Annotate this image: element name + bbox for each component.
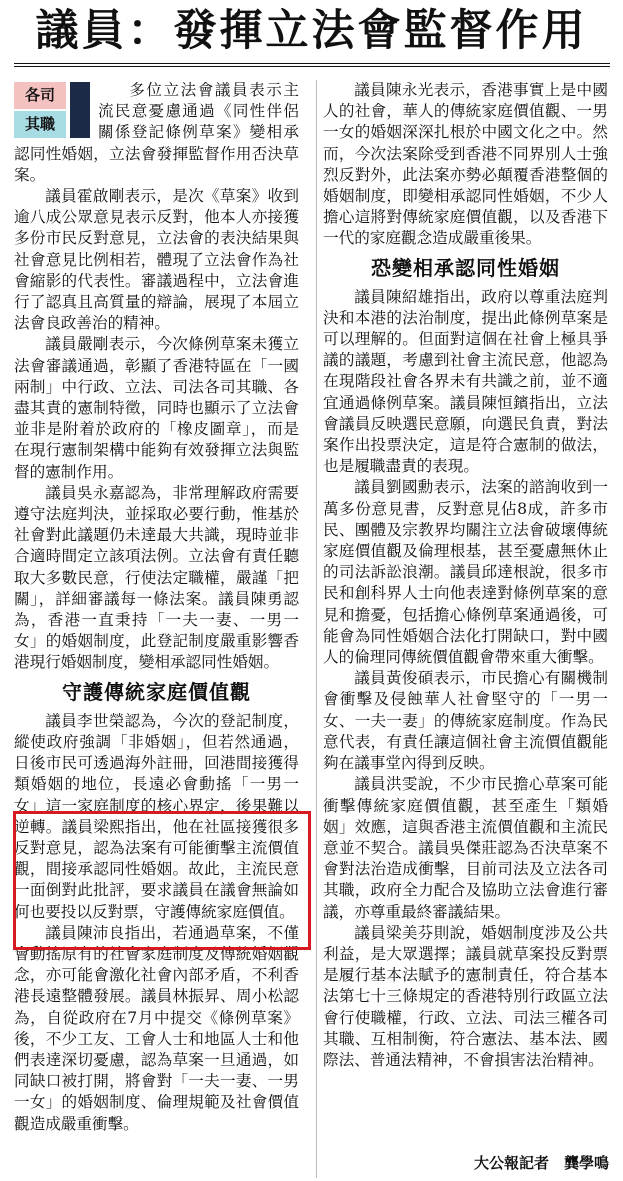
paragraph: 議員吳永嘉認為，非常理解政府需要遵守法庭判決，並採取必要行動，惟基於社會對此議題仍未達最大共識，現時並非合適時間定立該項法例。立法會有責任聽取大多數民意，行使法定職權，嚴謹「把關」，詳細審議每一條法案。議員陳勇認為，香港一直秉持「一夫一妻、一男一女」的婚姻制度，此登記制度嚴重影響香港現行婚姻制度，變相承認同性婚姻。: [14, 483, 299, 672]
right-column: [323, 80, 608, 1071]
paragraph: 議員嚴剛表示，今次條例草案未獲立法會審議通過，彰顯了香港特區在「一國兩制」中行政、立法、司法各司其職、各盡其責的憲制特徵，同時也顯示了立法會並非是附着於政府的「橡皮圖章」，而是在現行憲制架構中能夠有效發揮立法與監督的憲制作用。: [14, 335, 299, 481]
top-rule: [14, 63, 610, 64]
paragraph: 議員陳永光表示，香港事實上是中國人的社會，華人的傳統家庭價值觀、一男一女的婚姻深深扎根於中國文化之中。然而，今次法案除受到香港不同界別人士強烈反對外，此法案亦勢必顛覆香港整個的婚姻制度，即變相承認同性婚姻，不少人擔心這將對傳統家庭價值觀，以及香港下一代的家庭觀念造成嚴重後果。: [323, 81, 608, 248]
subheading: 守護傳統家庭價值觀: [62, 679, 251, 704]
paragraph: 議員洪雯說，不少市民擔心草案可能衝擊傳統家庭價值觀，甚至產生「類婚姻」效應，這與香港主流價值觀和主流民意並不契合。議員吳傑莊認為否決草案不會對法治造成衝擊，目前司法及立法各司其職，政府全力配合及協助立法會進行審議，亦尊重最終審議結果。: [323, 775, 608, 921]
paragraph: 議員李世榮認為，今次的登記制度，縱使政府強調「非婚姻」，但若然通過，日後市民可透過海外註冊，回港間接獲得類婚姻的地位，長遠必會動搖「一男一女」這一家庭制度的核心界定，後果難以逆轉。議員梁熙指出，他在社區接獲很多反對意見，認為法案有可能衝擊主流價值觀，間接承認同性婚姻。故此，主流民意一面倒對此批評，要求議員在議會無論如何也要投以反對票，守護傳統家庭價值。: [14, 711, 299, 921]
headline: 議員：發揮立法會監督作用: [35, 6, 588, 56]
section-tag: [14, 82, 90, 138]
paragraph: 議員陳紹雄指出，政府以尊重法庭判決和本港的法治制度，提出此條例草案是可以理解的。但面對這個在社會上極具爭議的議題，考慮到社會主流民意，他認為在現階段社會各界未有共識之前，並不適宜通過條例草案。議員陳恒鑌指出，立法會議員反映選民意願，向選民負責，對法案作出投票決定，這是符合憲制的做法，也是履職盡責的表現。: [323, 287, 608, 476]
byline: 大公報記者 龔學鳴: [474, 1154, 610, 1172]
left-column: [14, 80, 299, 1135]
highlight-box: [13, 811, 311, 950]
subheading: 恐變相承認同性婚姻: [371, 255, 560, 280]
paragraph: 議員梁美芬則說，婚姻制度涉及公共利益，是大眾選擇；議員就草案投反對票是履行基本法賦予的憲制責任，符合基本法第七十三條規定的香港特別行政區立法會行使職權，行政、立法、司法三權各司其職、互相制衡，符合憲法、基本法、國際法、普通法精神，不會損害法治精神。: [323, 923, 608, 1069]
paragraph: 議員霍啟剛表示，是次《草案》收到逾八成公眾意見表示反對，他本人亦接獲多份市民反對意見，立法會的表決結果與社會意見比例相若，體現了立法會作為社會縮影的代表性。審議過程中，立法會進行了認真且高質量的辯論，展現了本屆立法會良政善治的精神。: [14, 187, 299, 333]
tag-accent-block: [70, 82, 90, 138]
paragraph: 議員陳沛良指出，若通過草案，不僅會動搖原有的社會家庭制度及傳統婚姻觀念，亦可能會激化社會內部矛盾，不利香港長遠整體發展。議員林振昇、周小松認為，自從政府在7月中提交《條例草案》後，不少工友、工會人士和地區人士和他們表達深切憂慮，認為草案一旦通過，如同缺口被打開，將會對「一夫一妻、一男一女」的婚姻制度、倫理規範及社會價值觀造成嚴重衝擊。: [14, 923, 299, 1133]
tag-line-1: 各司: [14, 82, 66, 109]
column-divider: [316, 80, 317, 1178]
top-rule-inner: [14, 66, 610, 67]
paragraph: 議員劉國勳表示，法案的諮詢收到一萬多份意見書，反對意見佔8成，許多市民、團體及宗教界均關注立法會破壞傳統家庭價值觀及倫理根基，甚至憂慮無休止的司法訴訟浪潮。議員邱達根說，很多市民和創科界人士向他表達對條例草案的意見和擔憂，包括擔心條例草案通過後，可能會為同性婚姻合法化打開缺口，對中國人的倫理同傳統價值觀會帶來重大衝擊。: [323, 478, 608, 667]
paragraph: 議員黃俊碩表示，市民擔心有關機制會衝擊及侵蝕華人社會堅守的「一男一女、一夫一妻」的傳統家庭制度。作為民意代表，有責任讓這個社會主流價值觀能夠在議事堂內得到反映。: [323, 669, 608, 773]
tag-line-2: 其職: [14, 111, 66, 138]
paragraph: 多位立法會議員表示主流民意憂慮通過《同性伴侶關係登記條例草案》變相承認同性婚姻，立法會發揮監督作用否決草案。: [14, 81, 299, 184]
